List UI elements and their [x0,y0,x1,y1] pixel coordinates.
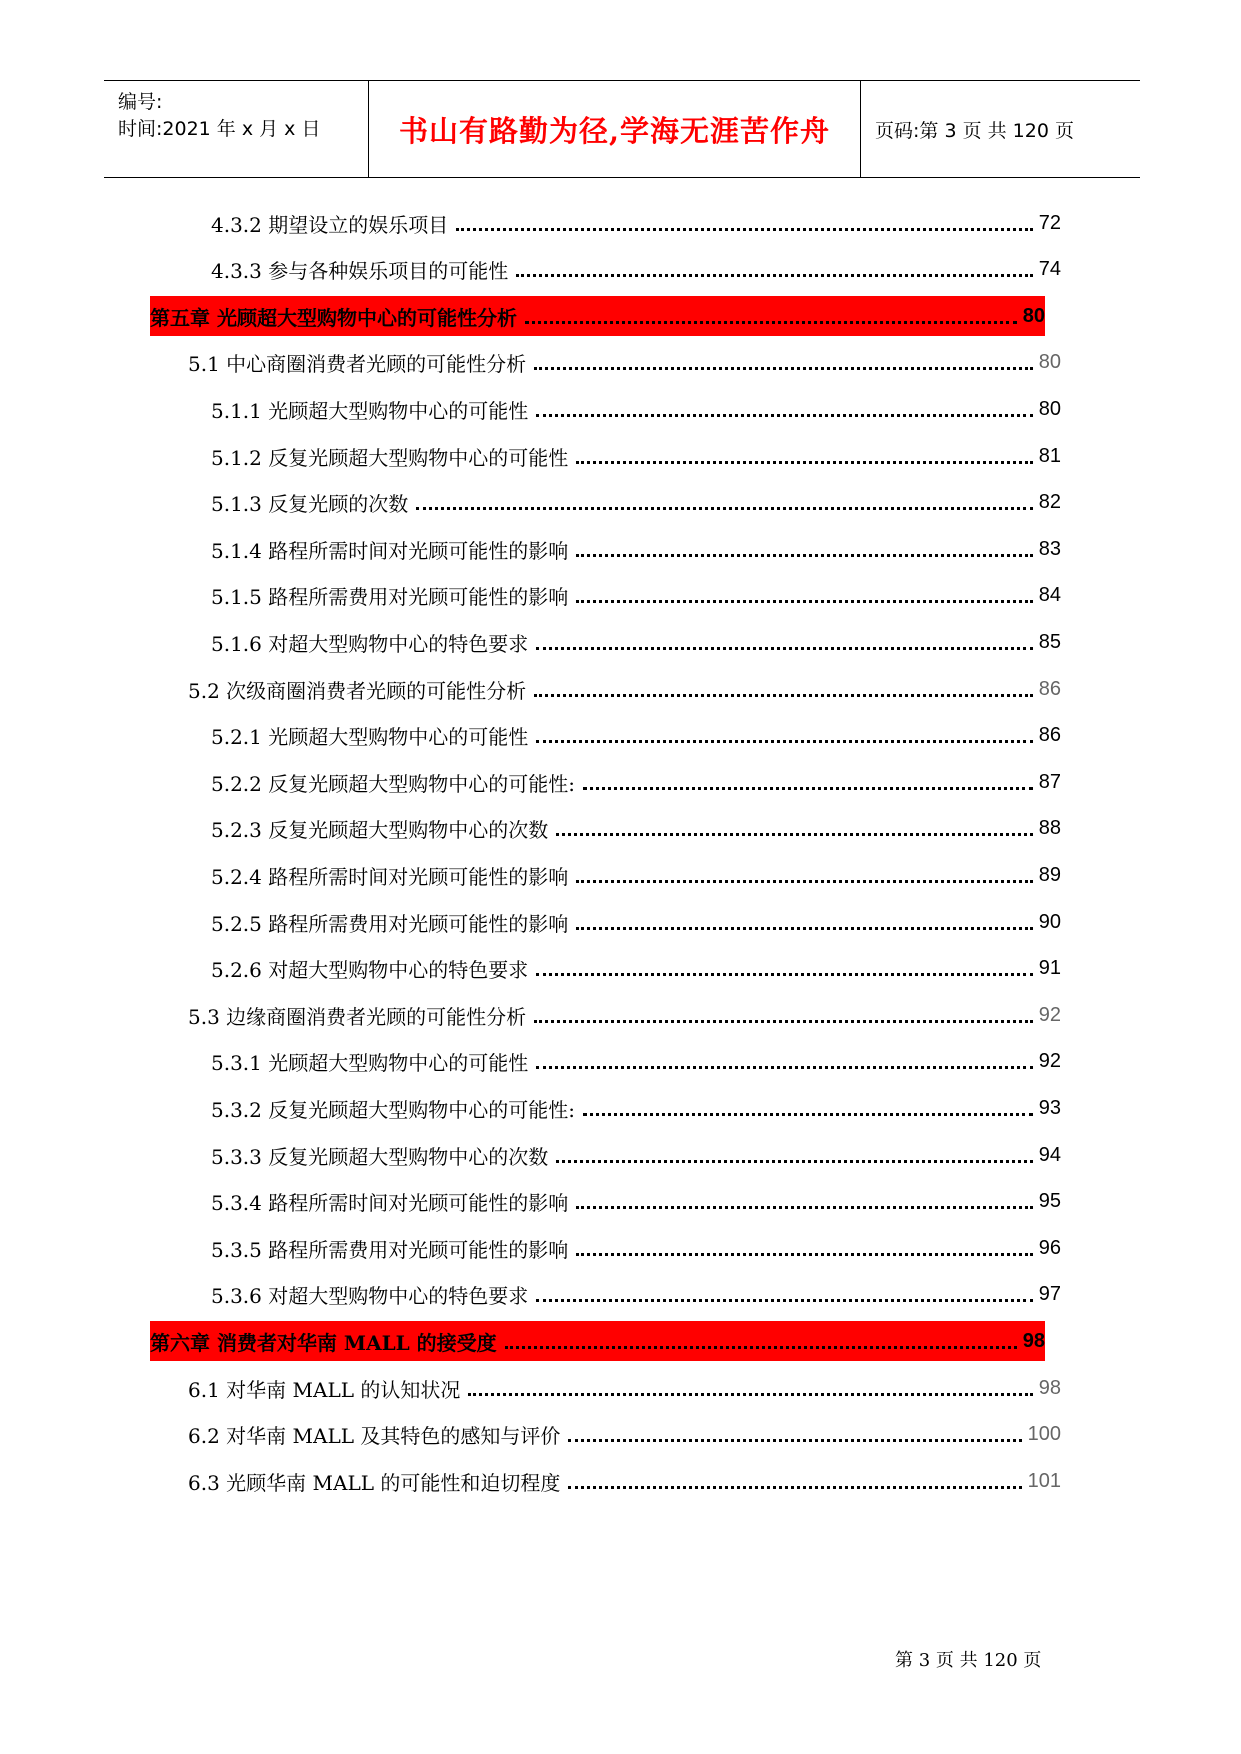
dot-leader [456,228,1033,231]
toc-entry[interactable] [166,438,1061,474]
toc-entry-page: 97 [1038,1283,1061,1306]
toc-entry-page: 86 [1038,677,1061,700]
toc-entry[interactable] [166,857,1061,893]
toc-entry[interactable] [166,671,1061,707]
dot-leader [536,1299,1033,1302]
toc-entry-page: 98 [1022,1329,1045,1352]
dot-leader [525,321,1017,324]
dot-leader [576,927,1033,930]
dot-leader [576,1206,1033,1209]
dot-leader [534,367,1033,370]
toc-entry-title: 5.1.2 反复光顾超大型购物中心的可能性 [211,445,569,470]
toc-entry-page: 85 [1038,630,1061,653]
toc-entry-page: 95 [1038,1190,1061,1213]
toc-entry-title: 5.3.6 对超大型购物中心的特色要求 [211,1284,529,1309]
toc-entry[interactable] [166,624,1061,660]
toc-entry-title: 5.1 中心商圈消费者光顾的可能性分析 [188,352,527,377]
dot-leader [576,461,1033,464]
toc-entry-title: 5.1.4 路程所需时间对光顾可能性的影响 [211,538,569,563]
dot-leader [416,507,1033,510]
toc-entry[interactable] [166,578,1061,614]
toc-entry-page: 82 [1038,491,1061,514]
toc-entry[interactable] [166,1137,1061,1173]
toc-entry-page: 80 [1022,304,1045,327]
toc-entry-title: 5.1.6 对超大型购物中心的特色要求 [211,631,529,656]
dot-leader [583,787,1033,790]
toc-entry-title: 5.2.2 反复光顾超大型购物中心的可能性: [211,771,575,796]
toc-entry-page: 91 [1038,957,1061,980]
toc-entry-page: 90 [1038,910,1061,933]
toc-entry[interactable] [166,1463,1061,1499]
toc-entry[interactable] [166,1184,1061,1220]
toc-entry-page: 94 [1038,1143,1061,1166]
document-time-label: 时间:2021 年 x 月 x 日 [118,118,321,140]
toc-entry-title: 5.2.6 对超大型购物中心的特色要求 [211,958,529,983]
toc-chapter-entry[interactable] [150,1321,1045,1361]
toc-entry-page: 88 [1038,817,1061,840]
dot-leader [556,833,1033,836]
toc-entry[interactable] [166,997,1061,1033]
document-number-label: 编号: [118,91,163,113]
toc-entry-page: 74 [1038,258,1061,281]
toc-entry-page: 92 [1038,1003,1061,1026]
toc-entry-page: 101 [1027,1469,1061,1492]
dot-leader [536,973,1033,976]
toc-entry[interactable] [166,1417,1061,1453]
toc-entry-page: 98 [1038,1376,1061,1399]
toc-entry-title: 6.1 对华南 MALL 的认知状况 [188,1377,461,1402]
dot-leader [534,694,1033,697]
dot-leader [468,1393,1032,1396]
header-motto: 书山有路勤为径,学海无涯苦作舟 [369,81,861,177]
dot-leader [505,1346,1017,1349]
toc-entry-title: 6.2 对华南 MALL 及其特色的感知与评价 [188,1424,561,1449]
toc-entry-title: 5.3.4 路程所需时间对光顾可能性的影响 [211,1191,569,1216]
toc-entry-page: 87 [1038,770,1061,793]
dot-leader [583,1113,1033,1116]
toc-entry[interactable] [166,1044,1061,1080]
toc-entry[interactable] [166,1230,1061,1266]
toc-entry[interactable] [166,345,1061,381]
dot-leader [576,600,1033,603]
toc-entry-title: 5.1.5 路程所需费用对光顾可能性的影响 [211,585,569,610]
toc-entry-page: 84 [1038,584,1061,607]
dot-leader [576,1253,1033,1256]
dot-leader [536,647,1033,650]
toc-entry[interactable] [166,951,1061,987]
toc-entry[interactable] [166,1370,1061,1406]
toc-entry-title: 5.2.1 光顾超大型购物中心的可能性 [211,725,529,750]
toc-entry-page: 93 [1038,1096,1061,1119]
toc-entry-title: 第六章 消费者对华南 MALL 的接受度 [150,1330,497,1355]
header-meta [104,81,369,177]
toc-chapter-entry[interactable] [150,296,1045,336]
dot-leader [536,414,1033,417]
toc-entry-title: 第五章 光顾超大型购物中心的可能性分析 [150,305,517,330]
toc-entry-title: 5.3 边缘商圈消费者光顾的可能性分析 [188,1004,527,1029]
toc-entry-page: 96 [1038,1236,1061,1259]
toc-entry[interactable] [166,811,1061,847]
toc-entry-title: 5.3.5 路程所需费用对光顾可能性的影响 [211,1237,569,1262]
toc-entry[interactable] [166,485,1061,521]
toc-entry-page: 89 [1038,863,1061,886]
dot-leader [516,274,1033,277]
dot-leader [534,1020,1033,1023]
toc-entry-title: 5.1.3 反复光顾的次数 [211,492,409,517]
toc-entry-title: 5.2 次级商圈消费者光顾的可能性分析 [188,678,527,703]
dot-leader [568,1439,1021,1442]
toc-entry-page: 83 [1038,537,1061,560]
dot-leader [568,1486,1021,1489]
page-header [104,80,1140,178]
header-page-info: 页码:第 3 页 共 120 页 [875,119,1074,142]
dot-leader [556,1160,1033,1163]
toc-entry[interactable] [166,1277,1061,1313]
toc-entry[interactable] [166,531,1061,567]
toc-entry-page: 100 [1027,1423,1061,1446]
toc-entry[interactable] [166,904,1061,940]
dot-leader [576,554,1033,557]
toc-entry-page: 86 [1038,724,1061,747]
toc-entry[interactable] [166,718,1061,754]
toc-entry[interactable] [166,764,1061,800]
toc-entry-page: 80 [1038,397,1061,420]
toc-entry-page: 72 [1038,211,1061,234]
toc-entry-title: 5.3.2 反复光顾超大型购物中心的可能性: [211,1097,575,1122]
toc-entry[interactable] [166,391,1061,427]
toc-entry-title: 5.1.1 光顾超大型购物中心的可能性 [211,398,529,423]
toc-entry[interactable] [166,205,1061,241]
toc-entry-title: 5.2.3 反复光顾超大型购物中心的次数 [211,818,549,843]
page-footer: 第 3 页 共 120 页 [895,1650,1042,1671]
toc-entry-title: 5.2.4 路程所需时间对光顾可能性的影响 [211,864,569,889]
toc-entry-title: 5.2.5 路程所需费用对光顾可能性的影响 [211,911,569,936]
toc-entry-title: 4.3.3 参与各种娱乐项目的可能性 [211,259,509,284]
toc-entry-title: 5.3.1 光顾超大型购物中心的可能性 [211,1051,529,1076]
dot-leader [576,880,1033,883]
toc-entry[interactable] [166,1090,1061,1126]
toc-entry-title: 5.3.3 反复光顾超大型购物中心的次数 [211,1144,549,1169]
dot-leader [536,740,1033,743]
toc-entry[interactable] [166,252,1061,288]
toc-entry-page: 92 [1038,1050,1061,1073]
toc-entry-page: 80 [1038,351,1061,374]
toc-entry-title: 4.3.2 期望设立的娱乐项目 [211,212,449,237]
toc-entry-title: 6.3 光顾华南 MALL 的可能性和迫切程度 [188,1470,561,1495]
toc-entry-page: 81 [1038,444,1061,467]
dot-leader [536,1066,1033,1069]
